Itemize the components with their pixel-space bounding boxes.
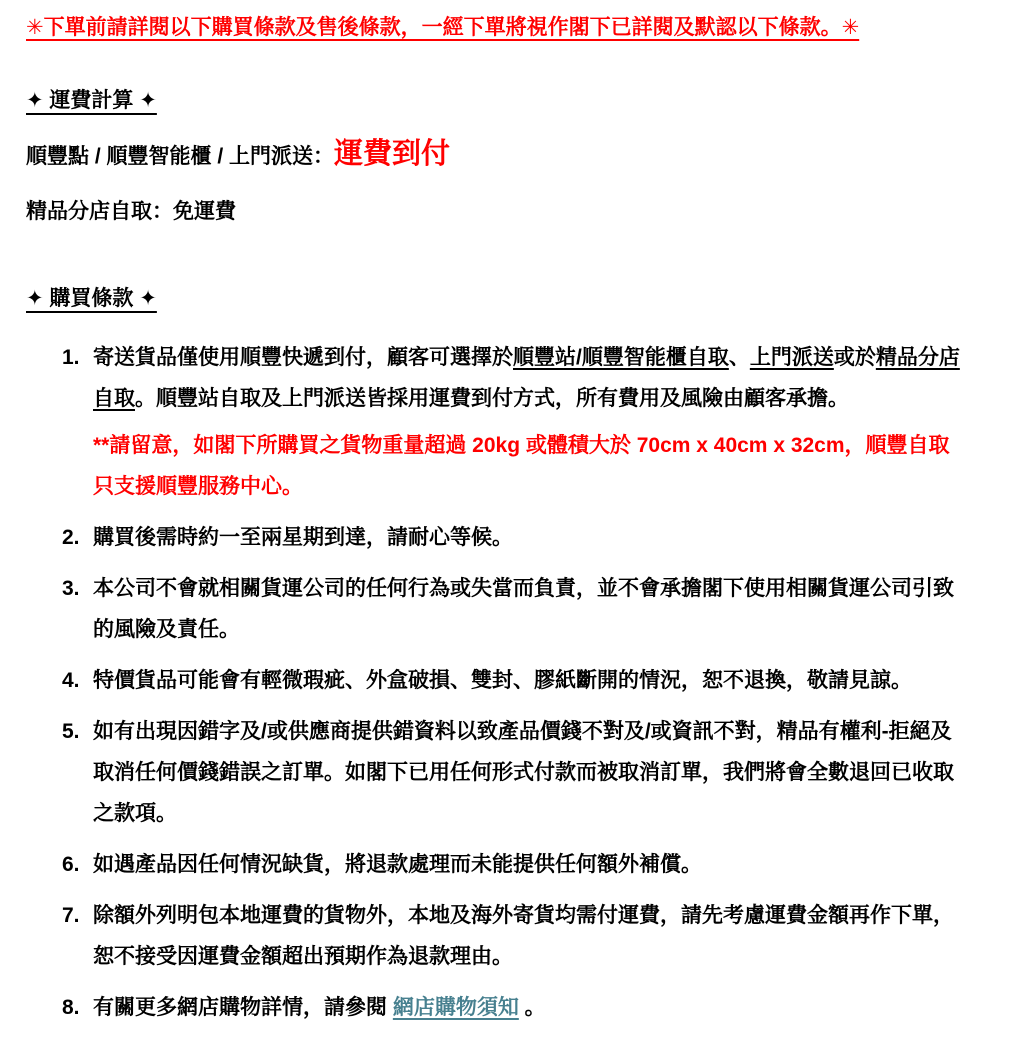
- pickup-option-store: 精品分店自取: [93, 346, 960, 410]
- term-text-segment: 或於: [833, 346, 876, 369]
- shipping-methods-line: [26, 135, 970, 176]
- term-item-5: [26, 711, 970, 834]
- term-text: 如遇產品因任何情況缺貨，將退款處理而未能提供任何額外補償。: [93, 853, 702, 876]
- pickup-option-sf-station: 順豐站/順豐智能櫃自取: [513, 346, 729, 369]
- freight-collect-value: 運費到付: [334, 138, 451, 170]
- term-number: 3.: [62, 577, 80, 600]
- shipping-methods-label: 順豐點 / 順豐智能櫃 / 上門派送：: [26, 145, 335, 168]
- term-1-paragraph: [93, 337, 970, 419]
- term-number: 2.: [62, 526, 80, 549]
- term-item-8: [26, 987, 970, 1028]
- term-text-segment: 。順豐站自取及上門派送皆採用運費到付方式，所有費用及風險由顧客承擔。: [135, 387, 849, 410]
- term-text: 除額外列明包本地運費的貨物外，本地及海外寄貨均需付運費，請先考慮運費金額再作下單，恕不接受因運費金額超出預期作為退款理由。: [93, 904, 954, 968]
- weight-limit-note: **請留意，如閣下所購買之貨物重量超過 20kg 或體積大於 70cm x 40cm x 32cm，順豐自取只支援順豐服務中心。: [93, 434, 950, 498]
- term-item-3: [26, 568, 970, 650]
- term-item-2: [26, 517, 970, 558]
- pickup-option-home-delivery: 上門派送: [749, 346, 834, 369]
- term-item-6: [26, 844, 970, 885]
- term-text: 如有出現因錯字及/或供應商提供錯資料以致產品價錢不對及/或資訊不對，精品有權利-拒絕及取消任何價錢錯誤之訂單。如閣下已用任何形式付款而被取消訂單，我們將會全數退回已收取之款項。: [93, 720, 954, 825]
- term-text-segment: 寄送貨品僅使用順豐快遞到付，顧客可選擇於: [93, 346, 513, 369]
- store-pickup-line: 精品分店自取：免運費: [26, 200, 236, 223]
- term-item-7: [26, 895, 970, 977]
- term-number: 8.: [62, 996, 80, 1019]
- term-text-segment: 有關更多網店購物詳情，請參閱: [93, 996, 393, 1019]
- term-number: 5.: [62, 720, 80, 743]
- pre-order-notice: ✳下單前請詳閱以下購買條款及售後條款，一經下單將視作閣下已詳閱及默認以下條款。✳: [26, 16, 860, 39]
- term-text: 特價貨品可能會有輕微瑕疵、外盒破損、雙封、膠紙斷開的情況，恕不退換，敬請見諒。: [93, 669, 912, 692]
- term-text: 購買後需時約一至兩星期到達，請耐心等候。: [93, 526, 513, 549]
- term-number: 4.: [62, 669, 80, 692]
- term-number: 6.: [62, 853, 80, 876]
- term-text: [93, 987, 970, 1028]
- term-text: 本公司不會就相關貨運公司的任何行為或失當而負責，並不會承擔閣下使用相關貨運公司引致的風險及責任。: [93, 577, 954, 641]
- term-text: [93, 337, 970, 507]
- terms-list: [26, 337, 970, 1028]
- term-item-1: [26, 337, 970, 507]
- term-text-segment: 。: [518, 996, 546, 1019]
- term-item-4: [26, 660, 970, 701]
- purchase-terms-heading: ✦ 購買條款 ✦: [26, 287, 157, 310]
- term-number: 7.: [62, 904, 80, 927]
- shipping-fee-heading: ✦ 運費計算 ✦: [26, 89, 157, 112]
- term-number: 1.: [62, 346, 80, 369]
- term-text-segment: 、: [728, 346, 750, 369]
- store-shopping-guide-link[interactable]: 網店購物須知: [392, 996, 519, 1019]
